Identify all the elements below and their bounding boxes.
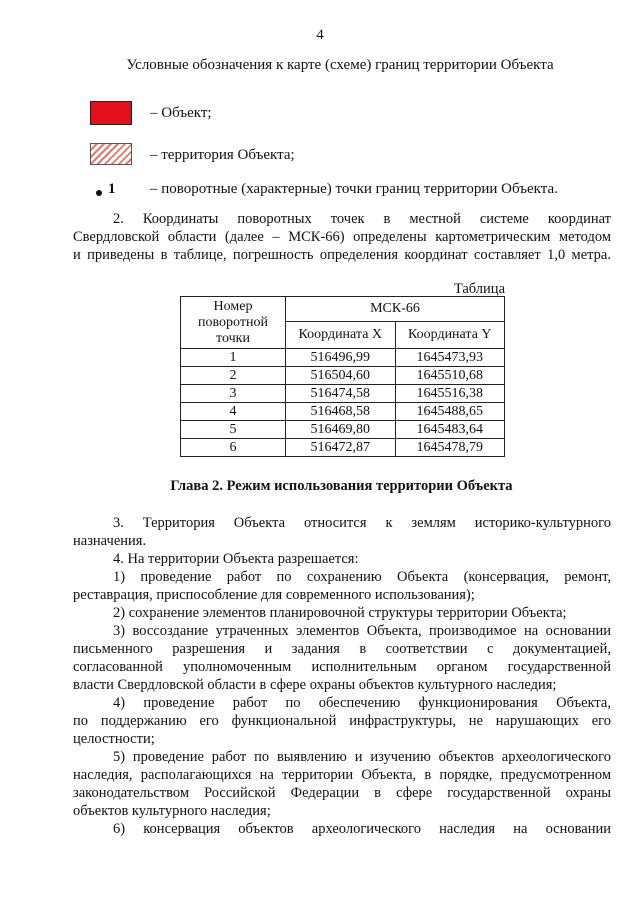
body-line: по поддержанию его функциональной инфраструктуры, не нарушающих его xyxy=(73,713,611,729)
cell-x: 516468,58 xyxy=(286,403,396,421)
paragraph-line: Свердловской области (далее – МСК-66) определены картометрическим методом xyxy=(73,229,611,245)
paragraph-line: и приведены в таблице, погрешность определения координат составляет 1,0 метра. xyxy=(73,247,611,263)
cell-point: 5 xyxy=(181,421,286,439)
cell-x: 516469,80 xyxy=(286,421,396,439)
body-line: 5) проведение работ по выявлению и изучению объектов археологического xyxy=(113,749,611,765)
body-line: 3) воссоздание утраченных элементов Объекта, производимое на основании xyxy=(113,623,611,639)
cell-y: 1645510,68 xyxy=(395,367,505,385)
legend-title: Условные обозначения к карте (схеме) границ территории Объекта xyxy=(126,57,554,73)
body-line: назначения. xyxy=(73,533,147,549)
body-line: 3. Территория Объекта относится к землям историко-культурного xyxy=(113,515,611,531)
column-header-y: Координата Y xyxy=(395,322,505,349)
cell-y: 1645478,79 xyxy=(395,439,505,457)
legend-object-label: – Объект; xyxy=(150,105,212,121)
page-number: 4 xyxy=(316,27,324,43)
cell-x: 516496,99 xyxy=(286,349,396,367)
body-line: целостности; xyxy=(73,731,155,747)
body-line: 2) сохранение элементов планировочной структуры территории Объекта; xyxy=(113,605,567,621)
body-line: реставрация, приспособление для современного использования); xyxy=(73,587,475,603)
table-row xyxy=(181,439,505,457)
column-header-x: Координата X xyxy=(286,322,396,349)
body-line: 6) консервация объектов археологического наследия на основании xyxy=(113,821,611,837)
cell-point: 1 xyxy=(181,349,286,367)
legend-territory-label: – территория Объекта; xyxy=(150,147,295,163)
cell-y: 1645473,93 xyxy=(395,349,505,367)
turning-point-number: 1 xyxy=(108,181,116,197)
cell-x: 516472,87 xyxy=(286,439,396,457)
cell-y: 1645488,65 xyxy=(395,403,505,421)
cell-point: 4 xyxy=(181,403,286,421)
column-header-system: МСК-66 xyxy=(286,297,505,322)
coordinates-table xyxy=(180,296,505,457)
body-line: 1) проведение работ по сохранению Объекта (консервация, ремонт, xyxy=(113,569,611,585)
table-row xyxy=(181,403,505,421)
cell-y: 1645516,38 xyxy=(395,385,505,403)
body-line: объектов культурного наследия; xyxy=(73,803,271,819)
body-line: наследия, располагающихся на территории Объекта, в порядке, предусмотренном xyxy=(73,767,611,783)
table-row xyxy=(181,421,505,439)
body-line: письменного разрешения и задания в соответствии с документацией, xyxy=(73,641,611,657)
cell-x: 516504,60 xyxy=(286,367,396,385)
cell-x: 516474,58 xyxy=(286,385,396,403)
chapter-title: Глава 2. Режим использования территории Объекта xyxy=(170,478,513,494)
body-line: 4) проведение работ по обеспечению функционирования Объекта, xyxy=(113,695,611,711)
territory-swatch xyxy=(90,143,132,165)
column-header-point: Номер поворотной точки xyxy=(181,297,286,349)
cell-point: 3 xyxy=(181,385,286,403)
paragraph-line: 2. Координаты поворотных точек в местной системе координат xyxy=(113,211,611,227)
table-row xyxy=(181,385,505,403)
object-swatch xyxy=(90,101,132,125)
table-row xyxy=(181,367,505,385)
body-line: власти Свердловской области в сфере охраны объектов культурного наследия; xyxy=(73,677,557,693)
cell-point: 2 xyxy=(181,367,286,385)
body-line: согласованной уполномоченным исполнительным органом государственной xyxy=(73,659,611,675)
table-caption: Таблица xyxy=(453,281,505,297)
cell-y: 1645483,64 xyxy=(395,421,505,439)
body-line: 4. На территории Объекта разрешается: xyxy=(113,551,359,567)
body-line: законодательством Российской Федерации в сфере государственной охраны xyxy=(73,785,611,801)
table-row xyxy=(181,349,505,367)
legend-points-label: – поворотные (характерные) точки границ территории Объекта. xyxy=(150,181,558,197)
cell-point: 6 xyxy=(181,439,286,457)
turning-point-dot-icon xyxy=(96,190,102,196)
